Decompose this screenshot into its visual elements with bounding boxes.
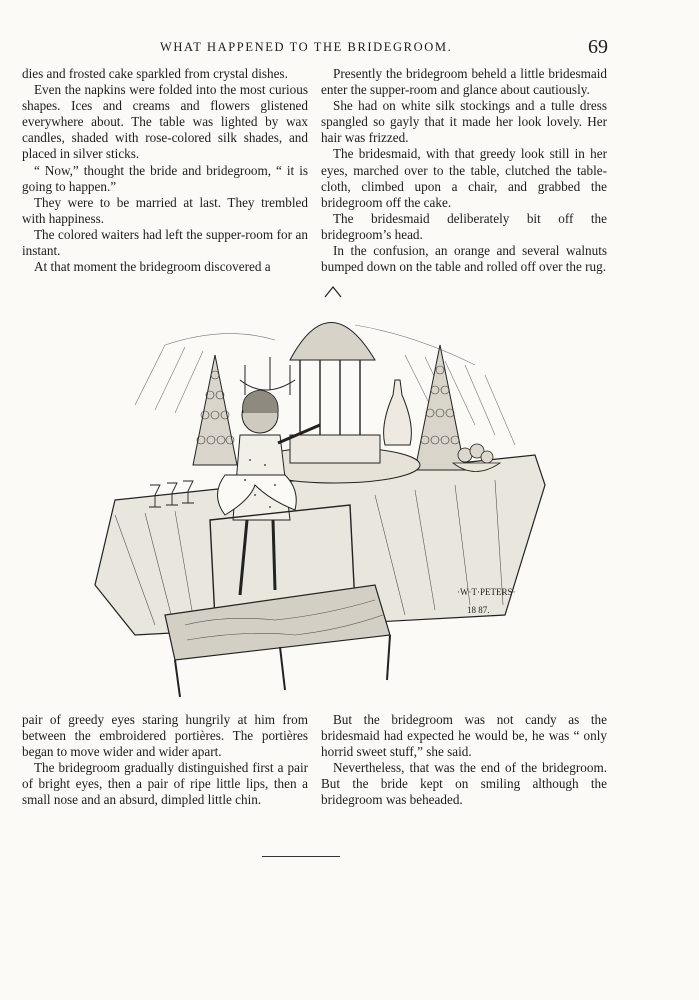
paragraph: The bridesmaid, with that greedy look still in her eyes, marched over to the table, clutched the table-cloth, climbed upon a chair, and grabbed the bridegroom off the cake. xyxy=(321,146,607,210)
paragraph: Even the napkins were folded into the most curious shapes. Ices and creams and flowers glistened everywhere about. The table was lighted by wax candles, shaded with rose-colored silk shades, and placed in silver sticks. xyxy=(22,82,308,162)
column-top-right xyxy=(321,66,607,275)
column-top-left xyxy=(22,66,308,275)
paragraph: “ Now,” thought the bride and bridegroom, “ it is going to happen.” xyxy=(22,162,308,194)
running-head xyxy=(0,38,699,58)
column-bottom-left xyxy=(22,712,308,809)
paragraph: She had on white silk stockings and a tulle dress spangled so gayly that it made her look lovely. Her hair was frizzed. xyxy=(321,98,607,146)
paragraph: They were to be married at last. They trembled with happiness. xyxy=(22,194,308,226)
running-title: WHAT HAPPENED TO THE BRIDEGROOM. xyxy=(160,40,453,54)
paragraph: Nevertheless, that was the end of the bridegroom. But the bride kept on smiling although the bridegroom was beheaded. xyxy=(321,760,607,808)
paragraph: But the bridegroom was not candy as the bridesmaid had expected he would be, he was “ only horrid sweet stuff,” she said. xyxy=(321,712,607,760)
decanter xyxy=(384,380,412,445)
paragraph: At that moment the bridegroom discovered a xyxy=(34,259,271,275)
paragraph: In the confusion, an orange and several walnuts bumped down on the table and rolled off over the rug. xyxy=(321,243,607,275)
end-rule xyxy=(262,856,340,857)
candelabra xyxy=(240,357,295,395)
paragraph: dies and frosted cake sparkled from crystal dishes. xyxy=(22,66,288,81)
paragraph: The colored waiters had left the supper-room for an instant. xyxy=(22,226,308,259)
croquembouche-right xyxy=(415,345,465,470)
column-bottom-right xyxy=(321,712,607,809)
paragraph: pair of greedy eyes staring hungrily at him from between the embroidered portières. The portières began to move wider and wider apart. xyxy=(22,712,308,760)
artist-signature: ·W·T·PETERS· xyxy=(457,587,516,597)
paragraph: Presently the bridegroom beheld a little bridesmaid enter the supper-room and glance about cautiously. xyxy=(321,66,607,98)
signature-year: 18 87. xyxy=(467,605,490,615)
illustration-bridesmaid-at-table xyxy=(75,285,565,705)
paragraph: The bridesmaid deliberately bit off the bridegroom’s head. xyxy=(321,210,607,242)
croquembouche-left xyxy=(193,355,237,465)
page-number: 69 xyxy=(588,36,608,58)
paragraph: The bridegroom gradually distinguished first a pair of bright eyes, then a pair of ripe little lips, then a small nose and an absurd, dimpled little chin. xyxy=(22,760,308,808)
